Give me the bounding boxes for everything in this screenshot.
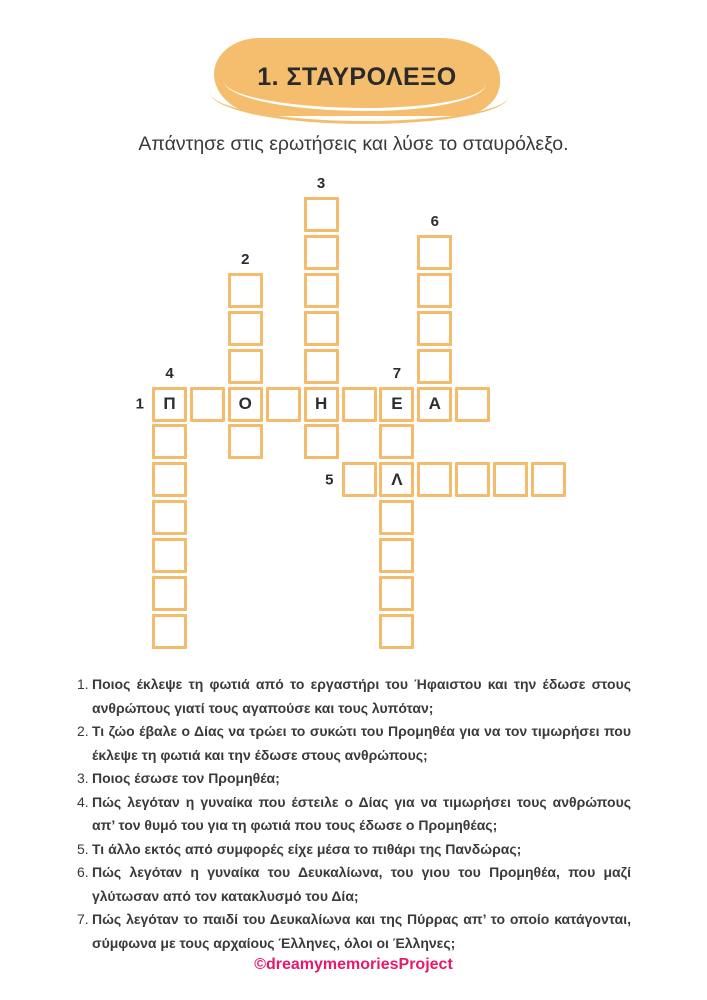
crossword-cell[interactable] (342, 462, 377, 497)
crossword-cell[interactable] (455, 387, 490, 422)
crossword-cell-filled[interactable]: Ο (228, 387, 263, 422)
question-number: 5. (77, 840, 89, 857)
question-text: Πώς λεγόταν το παιδί του Δευκαλίωνα και της Πύρρας απ’ το οποίο κατάγονται, σύμφωνα με τους αρχαίους Έλληνες, όλοι οι Έλληνες; (92, 911, 631, 951)
question-text: Ποιος έσωσε τον Προμηθέα; (92, 770, 280, 786)
crossword-cell[interactable] (379, 500, 414, 535)
question-number: 7. (77, 911, 89, 927)
crossword-cell[interactable] (417, 235, 452, 270)
crossword-cell[interactable] (266, 387, 301, 422)
question-item-4 (77, 791, 631, 838)
crossword-cell[interactable] (304, 235, 339, 270)
crossword-cell[interactable] (152, 614, 187, 649)
crossword-cell[interactable] (190, 387, 225, 422)
crossword-cell[interactable] (152, 538, 187, 573)
crossword-cell-filled[interactable]: Λ (379, 462, 414, 497)
question-text: Ποιος έκλεψε τη φωτιά από το εργαστήρι του Ήφαιστου και την έδωσε στους ανθρώπους γιατί τους αγαπούσε και τους λυπόταν; (92, 676, 631, 716)
clue-number-1: 1 (135, 395, 144, 413)
crossword-cell[interactable] (417, 349, 452, 384)
question-text: Πώς λεγόταν η γυναίκα του Δευκαλίωνα, του γιου του Προμηθέα, που μαζί γλύτωσαν από τον κατακλυσμό του Δία; (92, 864, 631, 904)
worksheet-instruction: Απάντησε στις ερωτήσεις και λύσε το σταυρόλεξο. (138, 133, 569, 155)
question-item-7 (77, 908, 631, 955)
crossword-cell[interactable] (152, 500, 187, 535)
question-item-2 (77, 720, 631, 767)
page-title: 1. ΣΤΑΥΡΟΛΕΞΟ (257, 62, 457, 91)
footer-credit: ©dreamymemoriesProject (254, 956, 453, 973)
clue-number-5: 5 (325, 471, 334, 489)
crossword-cell[interactable] (417, 273, 452, 308)
questions-list (77, 673, 631, 955)
question-item-6 (77, 861, 631, 908)
crossword-cell[interactable] (531, 462, 566, 497)
crossword-cell[interactable] (228, 349, 263, 384)
clue-number-4: 4 (165, 364, 174, 382)
crossword-cell[interactable] (379, 538, 414, 573)
question-number: 1. (77, 676, 89, 692)
crossword-cell[interactable] (455, 462, 490, 497)
crossword-cell[interactable] (152, 576, 187, 611)
crossword-cell[interactable] (304, 273, 339, 308)
crossword-cell[interactable] (379, 576, 414, 611)
question-item-1 (77, 673, 631, 720)
clue-number-7: 7 (392, 364, 402, 382)
question-text: Τι άλλο εκτός από συμφορές είχε μέσα το πιθάρι της Πανδώρας; (92, 840, 522, 857)
crossword-cell[interactable] (152, 462, 187, 497)
crossword-cell-filled[interactable]: Π (152, 387, 187, 422)
crossword-cell[interactable] (342, 387, 377, 422)
crossword-cell-filled[interactable]: Ε (379, 387, 414, 422)
question-number: 2. (77, 723, 89, 739)
question-number: 4. (77, 793, 89, 810)
crossword-cell[interactable] (228, 424, 263, 459)
question-number: 3. (77, 770, 89, 786)
crossword-cell[interactable] (304, 311, 339, 346)
crossword-cell[interactable] (379, 614, 414, 649)
crossword-cell[interactable] (228, 311, 263, 346)
question-item-5 (77, 838, 631, 862)
crossword-cell[interactable] (228, 273, 263, 308)
crossword-cell-filled[interactable]: Α (417, 387, 452, 422)
question-text: Τι ζώο έβαλε ο Δίας να τρώει το συκώτι του Προμηθέα για να τον τιμωρήσει που έκλεψε τη φωτιά και την έδωσε στους ανθρώπους; (92, 723, 631, 763)
question-text: Πώς λεγόταν η γυναίκα που έστειλε ο Δίας για να τιμωρήσει τους ανθρώπους απ’ τον θυμό του για τη φωτιά που τους έδωσε ο Προμηθέας; (92, 793, 631, 833)
clue-number-3: 3 (316, 175, 326, 192)
question-item-3 (77, 767, 631, 791)
crossword-cell[interactable] (304, 349, 339, 384)
crossword-cell[interactable] (379, 424, 414, 459)
crossword-cell[interactable] (417, 311, 452, 346)
crossword-cell[interactable] (493, 462, 528, 497)
crossword-cell[interactable] (304, 424, 339, 459)
crossword-cell[interactable] (304, 197, 339, 232)
crossword-cell[interactable] (152, 424, 187, 459)
crossword-cell-filled[interactable]: Η (304, 387, 339, 422)
clue-number-6: 6 (430, 212, 439, 230)
clue-number-2: 2 (241, 250, 250, 268)
crossword-cell[interactable] (417, 462, 452, 497)
question-number: 6. (77, 864, 89, 880)
